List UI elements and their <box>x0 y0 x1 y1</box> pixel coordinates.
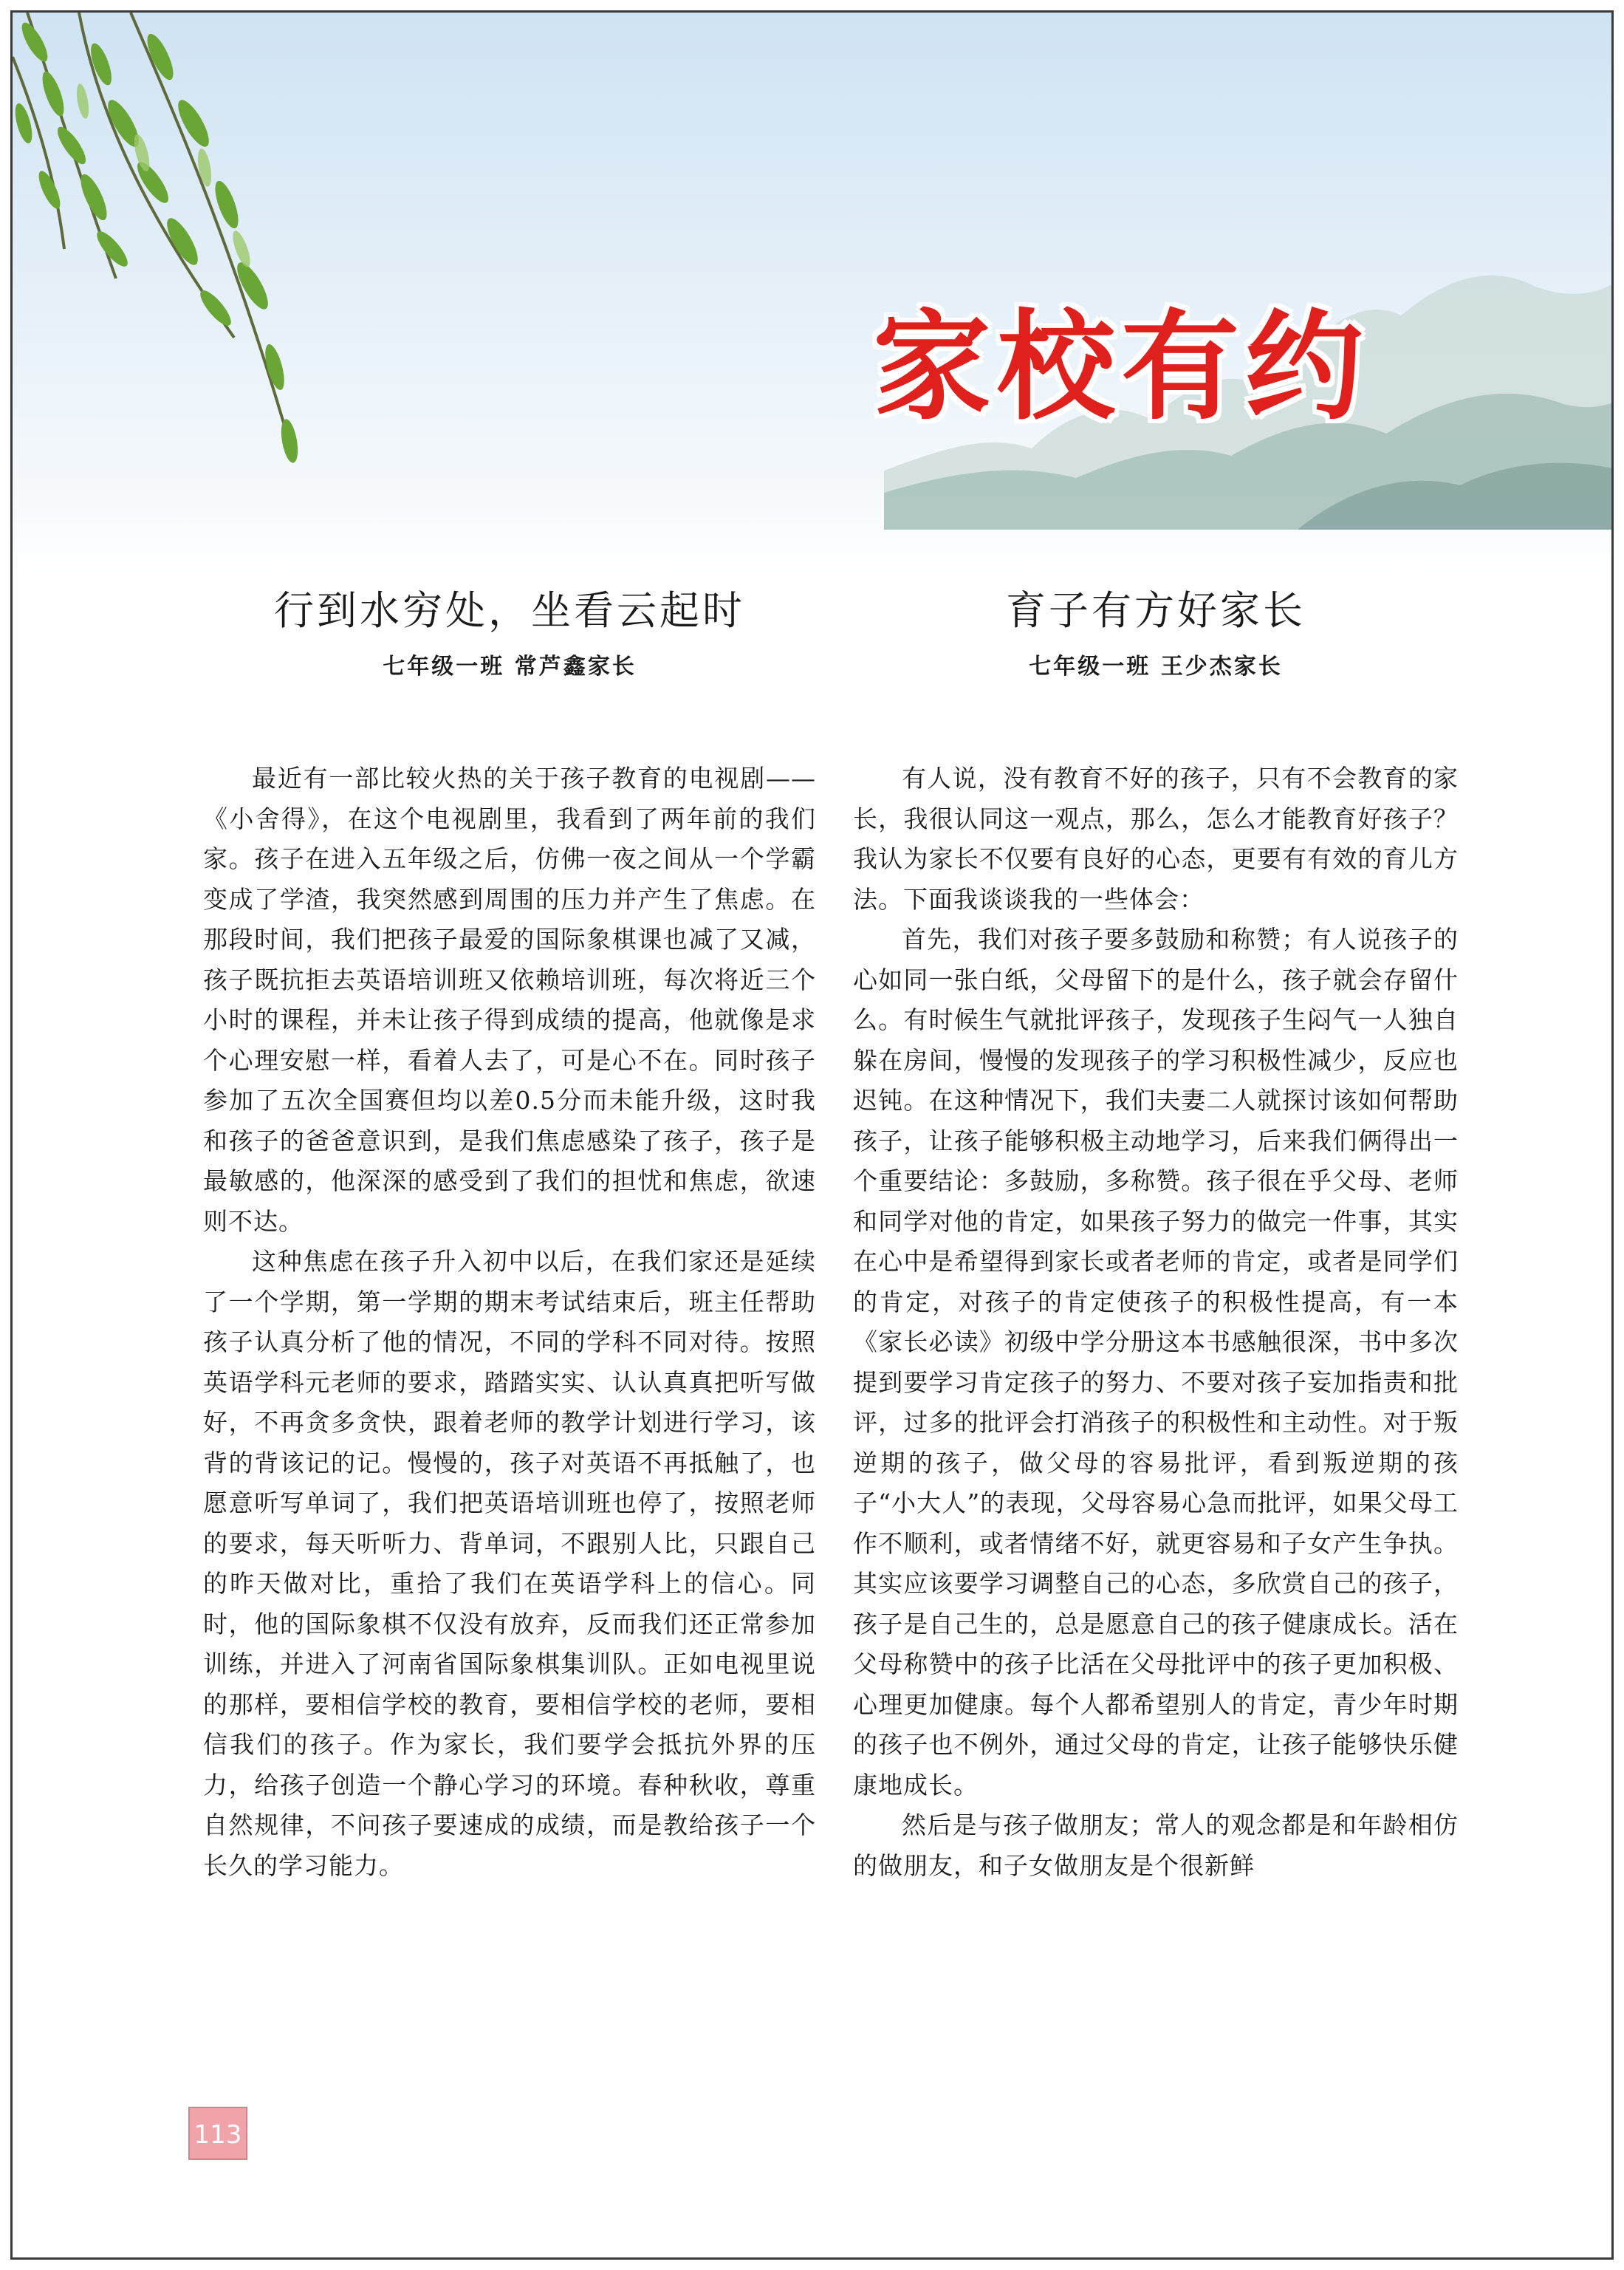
article-right <box>853 581 1459 1886</box>
article-body <box>853 759 1459 1886</box>
article-left <box>203 581 816 1886</box>
page-frame <box>10 10 1614 2260</box>
article-paragraph: 有人说，没有教育不好的孩子，只有不会教育的家长，我很认同这一观点，那么，怎么才能教育好孩子？我认为家长不仅要有良好的心态，更要有有效的育儿方法。下面我谈谈我的一些体会： <box>853 764 1459 914</box>
article-author: 七年级一班 常芦鑫家长 <box>383 654 637 680</box>
article-paragraph: 这种焦虑在孩子升入初中以后，在我们家还是延续了一个学期，第一学期的期末考试结束后，班主任帮助孩子认真分析了他的情况，不同的学科不同对待。按照英语学科元老师的要求，踏踏实实、认认真真把听写做好，不再贪多贪快，跟着老师的教学计划进行学习，该背的背该记的记。慢慢的，孩子对英语不再抵触了，也愿意听写单词了，我们把英语培训班也停了，按照老师的要求，每天听听力、背单词，不跟别人比，只跟自己的昨天做对比，重拾了我们在英语学科上的信心。同时，他的国际象棋不仅没有放弃，反而我们还正常参加训练，并进入了河南省国际象棋集训队。正如电视里说的那样，要相信学校的教育，要相信学校的老师，要相信我们的孩子。作为家长，我们要学会抵抗外界的压力，给孩子创造一个静心学习的环境。春种秋收，尊重自然规律，不问孩子要速成的成绩，而是教给孩子一个长久的学习能力。 <box>203 1247 816 1880</box>
willow-branch-illustration <box>13 13 426 515</box>
article-paragraph: 然后是与孩子做朋友；常人的观念都是和年龄相仿的做朋友，和子女做朋友是个很新鲜 <box>853 1811 1459 1880</box>
article-body <box>203 759 816 1886</box>
page-number: 113 <box>188 2107 247 2160</box>
section-banner-title: 家校有约 <box>873 298 1370 436</box>
article-title: 行到水穷处，坐看云起时 <box>274 587 745 634</box>
article-paragraph: 首先，我们对孩子要多鼓励和称赞；有人说孩子的心如同一张白纸，父母留下的是什么，孩子就会存留什么。有时候生气就批评孩子，发现孩子生闷气一人独自躲在房间，慢慢的发现孩子的学习积极性减少，反应也迟钝。在这种情况下，我们夫妻二人就探讨该如何帮助孩子，让孩子能够积极主动地学习，后来我们俩得出一个重要结论：多鼓励，多称赞。孩子很在乎父母、老师和同学对他的肯定，如果孩子努力的做完一件事，其实在心中是希望得到家长或者老师的肯定，或者是同学们的肯定，对孩子的肯定使孩子的积极性提高，有一本《家长必读》初级中学分册这本书感触很深，书中多次提到要学习肯定孩子的努力、不要对孩子妄加指责和批评，过多的批评会打消孩子的积极性和主动性。对于叛逆期的孩子，做父母的容易批评，看到叛逆期的孩子“小大人”的表现，父母容易心急而批评，如果父母工作不顺利，或者情绪不好，就更容易和子女产生争执。其实应该要学习调整自己的心态，多欣赏自己的孩子，孩子是自己生的，总是愿意自己的孩子健康成长。活在父母称赞中的孩子比活在父母批评中的孩子更加积极、心理更加健康。每个人都希望别人的肯定，青少年时期的孩子也不例外，通过父母的肯定，让孩子能够快乐健康地成长。 <box>853 925 1459 1799</box>
article-paragraph: 最近有一部比较火热的关于孩子教育的电视剧——《小舍得》，在这个电视剧里，我看到了两年前的我们家。孩子在进入五年级之后，仿佛一夜之间从一个学霸变成了学渣，我突然感到周围的压力并产生了焦虑。在那段时间，我们把孩子最爱的国际象棋课也减了又减，孩子既抗拒去英语培训班又依赖培训班，每次将近三个小时的课程，并未让孩子得到成绩的提高，他就像是求个心理安慰一样，看着人去了，可是心不在。同时孩子参加了五次全国赛但均以差0.5分而未能升级，这时我和孩子的爸爸意识到，是我们焦虑感染了孩子，孩子是最敏感的，他深深的感受到了我们的担忧和焦虑，欲速则不达。 <box>203 764 816 1236</box>
article-title: 育子有方好家长 <box>1006 587 1306 634</box>
article-author: 七年级一班 王少杰家长 <box>1029 654 1283 680</box>
